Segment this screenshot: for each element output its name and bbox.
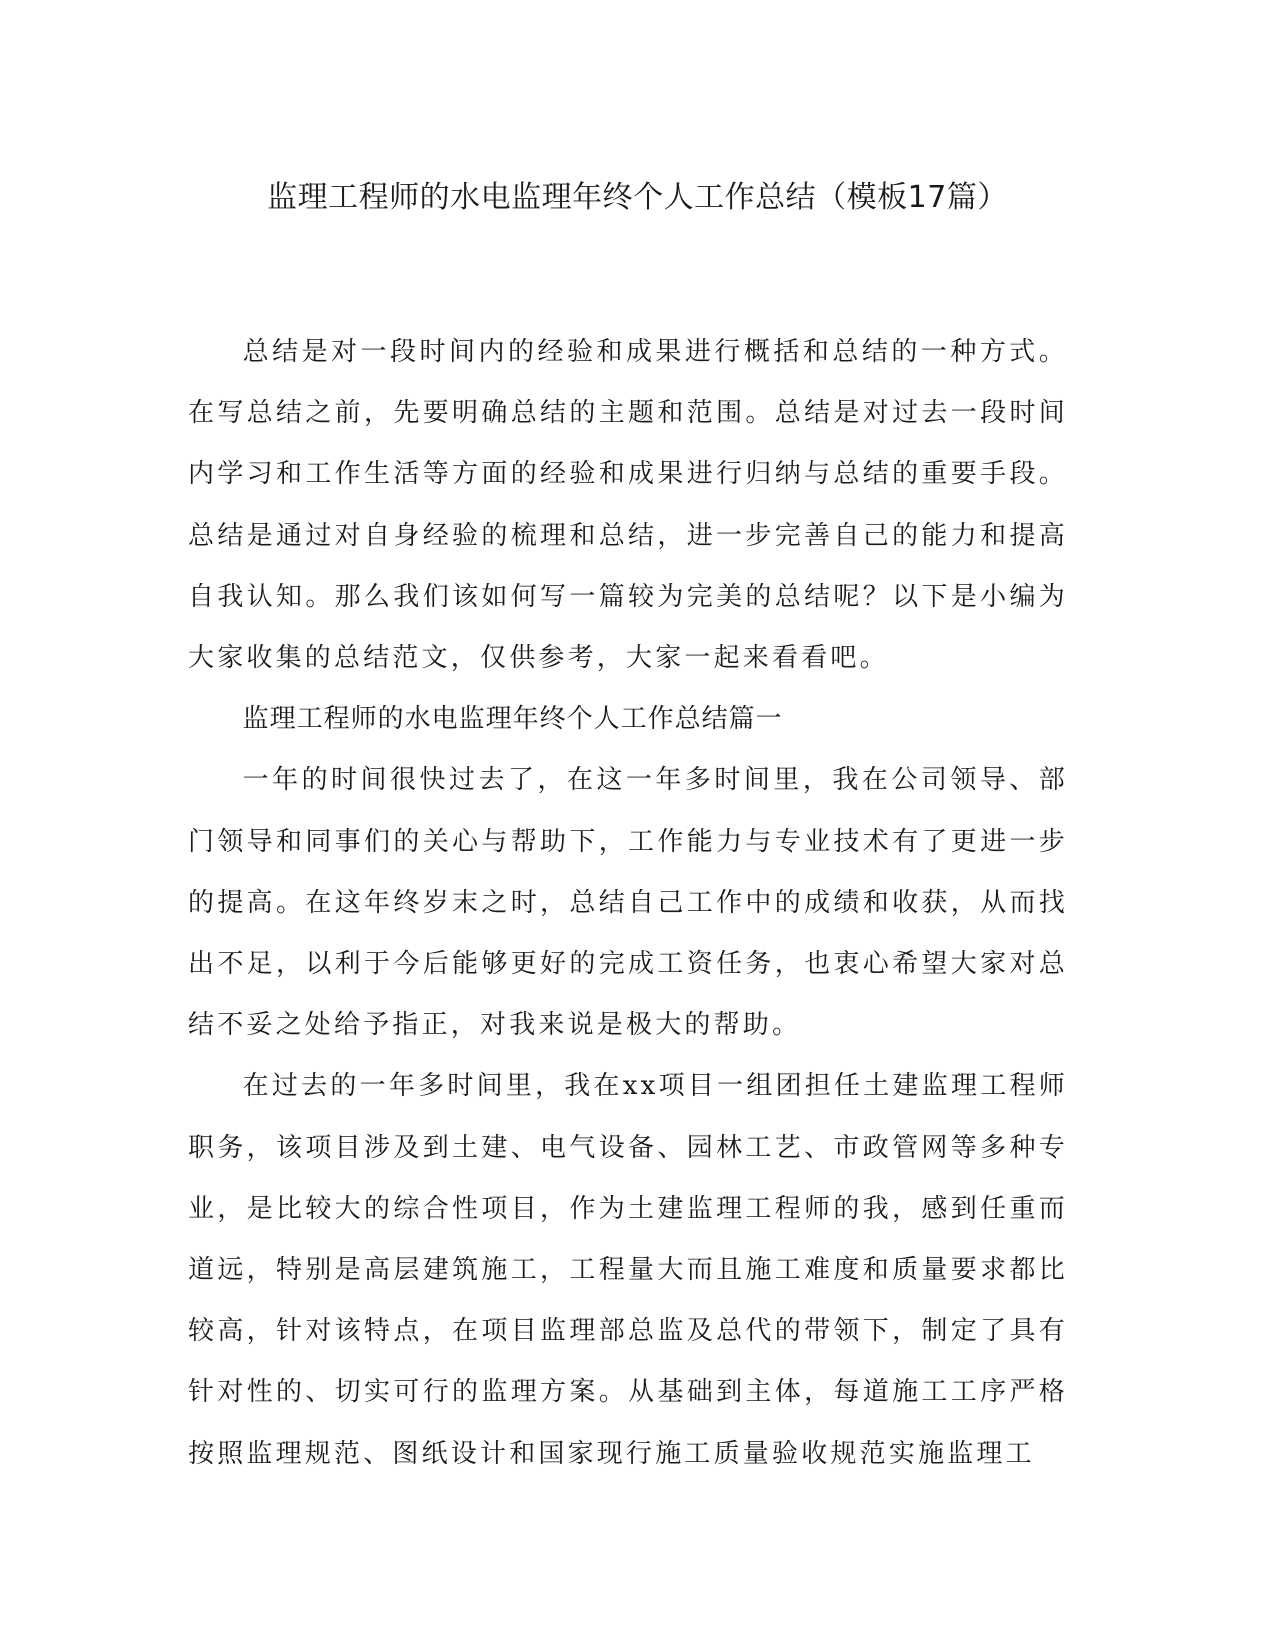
document-body — [188, 322, 1068, 1485]
intro-paragraph: 总结是对一段时间内的经验和成果进行概括和总结的一种方式。在写总结之前，先要明确总结的主题和范围。总结是对过去一段时间内学习和工作生活等方面的经验和成果进行归纳与总结的重要手段。总结是通过对自身经验的梳理和总结，进一步完善自己的能力和提高自我认知。那么我们该如何写一篇较为完美的总结呢？以下是小编为大家收集的总结范文，仅供参考，大家一起来看看吧。 — [188, 337, 1068, 674]
body-paragraph: 一年的时间很快过去了，在这一年多时间里，我在公司领导、部门领导和同事们的关心与帮助下，工作能力与专业技术有了更进一步的提高。在这年终岁末之时，总结自己工作中的成绩和收获，从而找出不足，以利于今后能够更好的完成工资任务，也衷心希望大家对总结不妥之处给予指正，对我来说是极大的帮助。 — [188, 765, 1068, 1041]
section-heading: 监理工程师的水电监理年终个人工作总结篇一 — [242, 704, 783, 735]
document-title: 监理工程师的水电监理年终个人工作总结（模板17篇） — [267, 180, 1008, 215]
body-paragraph: 在过去的一年多时间里，我在xx项目一组团担任土建监理工程师职务，该项目涉及到土建、电气设备、园林工艺、市政管网等多种专业，是比较大的综合性项目，作为土建监理工程师的我，感到任重而道远，特别是高层建筑施工，工程量大而且施工难度和质量要求都比较高，针对该特点，在项目监理部总监及总代的带领下，制定了具有针对性的、切实可行的监理方案。从基础到主体，每道施工工序严格按照监理规范、图纸设计和国家现行施工质量验收规范实施监理工 — [188, 1071, 1068, 1469]
